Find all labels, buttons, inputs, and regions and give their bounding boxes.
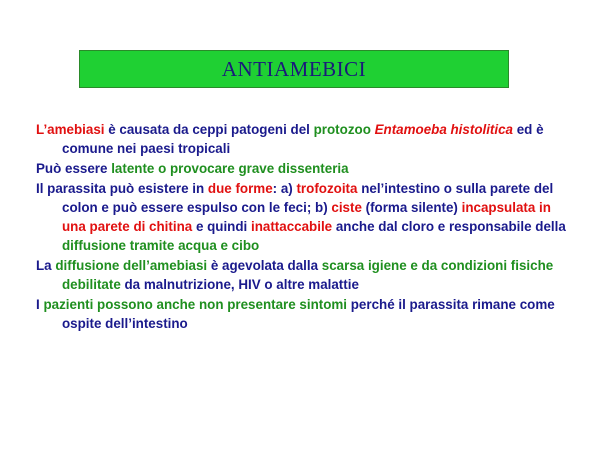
paragraph-4 [36, 256, 576, 294]
text-segment: La [36, 258, 56, 273]
text-segment: pazienti possono anche non presentare sintomi [43, 297, 348, 312]
slide-title-box [79, 50, 509, 88]
paragraph-3 [36, 179, 576, 255]
text-segment: Può essere [36, 161, 112, 176]
paragraph-5 [36, 295, 576, 333]
text-segment: è agevolata dalla [207, 258, 322, 273]
text-segment: (forma silente) [361, 200, 462, 215]
paragraph-2 [36, 159, 576, 178]
text-segment: scarsa igiene e da condizioni fisiche debilitate [62, 258, 554, 292]
text-segment: da malnutrizione, HIV o altre malattie [120, 277, 359, 292]
text-segment: protozoo [313, 122, 371, 137]
slide-title: ANTIAMEBICI [221, 56, 367, 81]
text-segment: trofozoita [296, 181, 358, 196]
text-segment: due forme [207, 181, 273, 196]
text-segment: Il parassita può esistere in [36, 181, 208, 196]
text-segment: latente o provocare grave dissenteria [111, 161, 349, 176]
text-segment: L’ [36, 122, 48, 137]
text-segment: diffusione dell’amebiasi [55, 258, 208, 273]
text-segment: perché il parassita rimane come ospite dell’intestino [62, 297, 555, 331]
text-segment: anche dal cloro e responsabile della [332, 219, 566, 234]
text-segment: è causata da ceppi patogeni del [104, 122, 314, 137]
text-segment: incapsulata in una parete di chitina [62, 200, 551, 234]
text-segment: ciste [331, 200, 362, 215]
paragraph-1 [36, 120, 576, 158]
text-segment: ed è comune nei paesi tropicali [62, 122, 544, 156]
text-segment: : a) [272, 181, 297, 196]
text-segment: amebiasi [47, 122, 105, 137]
text-segment: e quindi [192, 219, 251, 234]
text-segment: inattaccabile [251, 219, 333, 234]
text-segment: Entamoeba histolitica [374, 122, 514, 137]
text-segment: I [36, 297, 44, 312]
text-segment: diffusione tramite acqua e cibo [62, 238, 260, 253]
text-segment: nel’intestino o sulla parete del colon e può essere espulso con le feci; b) [62, 181, 554, 215]
slide-content [36, 120, 576, 334]
